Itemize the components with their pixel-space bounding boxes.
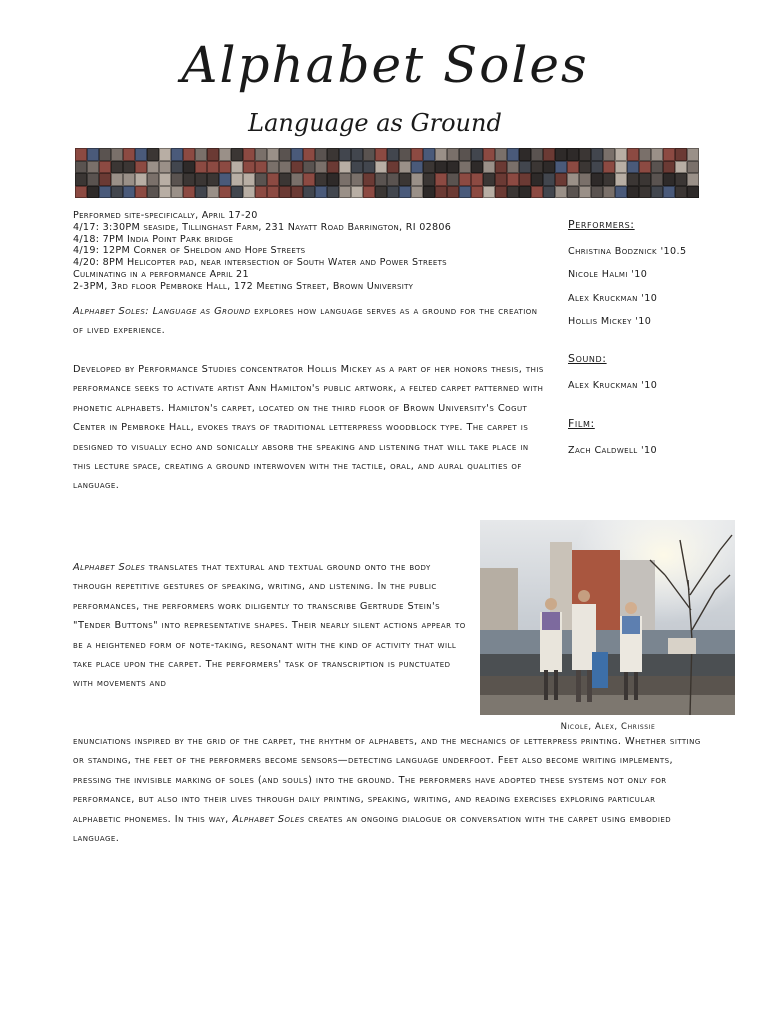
type-block <box>627 186 639 199</box>
type-block <box>651 148 663 161</box>
type-block <box>255 173 267 186</box>
type-block <box>363 161 375 174</box>
type-block <box>399 161 411 174</box>
type-block <box>663 148 675 161</box>
type-block <box>111 161 123 174</box>
type-block <box>447 186 459 199</box>
type-block <box>183 148 195 161</box>
performer-credit: Christina Bodznick '10.5 <box>568 246 687 257</box>
type-block <box>687 186 699 199</box>
type-block <box>543 161 555 174</box>
type-block <box>507 173 519 186</box>
translation-title: Alphabet Soles <box>73 562 146 573</box>
type-block <box>639 161 651 174</box>
performers-photo <box>480 520 735 715</box>
type-block <box>447 173 459 186</box>
type-block <box>399 148 411 161</box>
type-block <box>387 148 399 161</box>
type-block <box>483 173 495 186</box>
type-block <box>195 173 207 186</box>
type-block <box>123 173 135 186</box>
type-block <box>267 186 279 199</box>
type-block <box>363 173 375 186</box>
type-block <box>663 186 675 199</box>
performer-credit: Hollis Mickey '10 <box>568 316 652 327</box>
type-block <box>375 148 387 161</box>
type-block <box>111 148 123 161</box>
performer-credit: Alex Kruckman '10 <box>568 293 658 304</box>
type-block <box>291 186 303 199</box>
type-block <box>243 173 255 186</box>
type-block <box>423 186 435 199</box>
type-block <box>423 173 435 186</box>
type-block <box>471 148 483 161</box>
type-block <box>543 148 555 161</box>
performance-details <box>73 210 563 293</box>
type-block <box>567 186 579 199</box>
type-block <box>99 173 111 186</box>
performer-credit: Nicole Halmi '10 <box>568 269 648 280</box>
type-block <box>663 173 675 186</box>
type-block <box>339 173 351 186</box>
type-block <box>663 161 675 174</box>
type-block <box>471 173 483 186</box>
type-block <box>687 173 699 186</box>
detail-line: 4/18: 7PM India Point Park bridge <box>73 233 234 245</box>
intro-title: Alphabet Soles: Language as Ground <box>73 306 251 317</box>
type-block <box>75 161 87 174</box>
type-block <box>603 148 615 161</box>
type-block <box>231 173 243 186</box>
performers-heading: Performers: <box>568 218 635 231</box>
type-block <box>615 161 627 174</box>
type-block <box>675 148 687 161</box>
type-block <box>579 186 591 199</box>
type-block <box>471 186 483 199</box>
type-block <box>411 173 423 186</box>
type-block <box>219 161 231 174</box>
type-block <box>363 186 375 199</box>
type-block <box>243 148 255 161</box>
type-block <box>375 161 387 174</box>
type-block <box>99 148 111 161</box>
type-block <box>111 173 123 186</box>
type-block <box>207 161 219 174</box>
type-block <box>159 161 171 174</box>
type-block <box>135 186 147 199</box>
type-block <box>375 173 387 186</box>
type-block <box>483 148 495 161</box>
type-block <box>267 161 279 174</box>
type-block <box>75 186 87 199</box>
page-subtitle: Language as Ground <box>248 109 502 137</box>
type-block <box>111 186 123 199</box>
type-block <box>687 148 699 161</box>
type-block <box>327 161 339 174</box>
type-block <box>279 173 291 186</box>
photo-caption: Nicole, Alex, Chrissie <box>560 722 656 732</box>
type-block <box>687 161 699 174</box>
type-block <box>435 173 447 186</box>
type-block <box>135 173 147 186</box>
type-block <box>303 148 315 161</box>
type-block <box>627 173 639 186</box>
type-block <box>507 186 519 199</box>
type-block <box>639 186 651 199</box>
type-block <box>255 161 267 174</box>
type-block <box>183 161 195 174</box>
type-block <box>351 173 363 186</box>
type-block <box>459 186 471 199</box>
type-block <box>567 161 579 174</box>
type-block <box>87 148 99 161</box>
type-block <box>279 186 291 199</box>
type-block <box>579 173 591 186</box>
type-block <box>255 148 267 161</box>
type-block <box>387 173 399 186</box>
type-block <box>675 186 687 199</box>
type-block <box>315 148 327 161</box>
type-block <box>231 161 243 174</box>
type-block <box>495 186 507 199</box>
type-block <box>75 148 87 161</box>
type-block <box>591 173 603 186</box>
detail-line: 4/20: 8PM Helicopter pad, near intersection of South Water and Power Streets <box>73 257 447 269</box>
type-block <box>495 161 507 174</box>
type-block <box>291 173 303 186</box>
type-block <box>567 148 579 161</box>
type-block <box>147 173 159 186</box>
type-block <box>123 186 135 199</box>
sound-heading: Sound: <box>568 352 607 365</box>
type-block <box>207 186 219 199</box>
type-block <box>147 186 159 199</box>
type-block <box>531 148 543 161</box>
type-block <box>75 173 87 186</box>
film-heading: Film: <box>568 417 595 430</box>
type-block <box>267 173 279 186</box>
type-block <box>591 161 603 174</box>
type-block <box>195 161 207 174</box>
sound-credit: Alex Kruckman '10 <box>568 380 658 391</box>
type-block <box>135 161 147 174</box>
type-block <box>435 148 447 161</box>
type-block <box>87 186 99 199</box>
type-block <box>579 148 591 161</box>
type-block <box>459 173 471 186</box>
type-block <box>171 148 183 161</box>
type-block <box>567 173 579 186</box>
type-block <box>123 148 135 161</box>
type-block <box>483 186 495 199</box>
type-block <box>387 161 399 174</box>
type-block <box>459 148 471 161</box>
type-block <box>159 173 171 186</box>
type-block <box>495 173 507 186</box>
type-block <box>531 161 543 174</box>
type-block <box>243 186 255 199</box>
type-block <box>411 148 423 161</box>
type-block <box>243 161 255 174</box>
type-block <box>651 161 663 174</box>
type-block <box>555 148 567 161</box>
type-block <box>231 186 243 199</box>
type-block <box>267 148 279 161</box>
translation-text-b: enunciations inspired by the grid of the carpet, the rhythm of alphabets, and the mechanics of letterpress printing. Whether sitting or standing, the feet of the performers become sensors—detecting language underfoot. Feet also become writing implements, pressing the invisible marking of soles (and souls) into the ground. The performers have adopted these systems not only for performance, but also into their lives through daily printing, speaking, writing, and reading exercises exploring particular alphabetic phonemes. In this way, <box>73 736 701 825</box>
type-block <box>531 186 543 199</box>
type-block <box>627 161 639 174</box>
type-block <box>207 173 219 186</box>
type-block <box>291 148 303 161</box>
type-block <box>327 148 339 161</box>
detail-line: 4/19: 12PM Corner of Sheldon and Hope Streets <box>73 245 306 257</box>
type-block <box>291 161 303 174</box>
type-block <box>591 186 603 199</box>
type-block <box>219 148 231 161</box>
type-block <box>603 186 615 199</box>
type-block <box>579 161 591 174</box>
type-block <box>519 161 531 174</box>
type-block <box>675 161 687 174</box>
type-block <box>219 173 231 186</box>
type-block <box>519 148 531 161</box>
type-block <box>123 161 135 174</box>
type-block <box>603 173 615 186</box>
type-block <box>351 148 363 161</box>
type-block <box>195 148 207 161</box>
type-block <box>339 186 351 199</box>
type-block <box>159 148 171 161</box>
intro-text: explores how language serves as a ground for the creation of lived experience. <box>73 306 538 337</box>
type-block <box>195 186 207 199</box>
type-block <box>315 186 327 199</box>
type-block <box>615 148 627 161</box>
type-block <box>303 161 315 174</box>
type-block <box>555 173 567 186</box>
type-block <box>147 148 159 161</box>
type-block <box>639 148 651 161</box>
type-block <box>603 161 615 174</box>
type-block <box>255 186 267 199</box>
page-title: Alphabet Soles <box>181 36 589 94</box>
detail-line: 4/17: 3:30PM seaside, Tillinghast Farm, 231 Nayatt Road Barrington, RI 02806 <box>73 221 452 233</box>
type-block <box>651 173 663 186</box>
type-block <box>399 186 411 199</box>
letterpress-banner <box>75 148 699 198</box>
translation-title-mid: Alphabet Soles <box>232 813 305 825</box>
type-block <box>555 161 567 174</box>
type-block <box>327 173 339 186</box>
type-block <box>459 161 471 174</box>
type-block <box>171 173 183 186</box>
type-block <box>387 186 399 199</box>
detail-line: 2-3PM, 3rd floor Pembroke Hall, 172 Meeting Street, Brown University <box>73 280 414 292</box>
type-block <box>507 161 519 174</box>
type-block <box>423 148 435 161</box>
type-block <box>99 161 111 174</box>
type-block <box>615 173 627 186</box>
type-block <box>363 148 375 161</box>
type-block <box>279 161 291 174</box>
type-block <box>639 173 651 186</box>
translation-paragraph-a <box>73 558 473 694</box>
type-block <box>339 148 351 161</box>
type-block <box>159 186 171 199</box>
type-block <box>471 161 483 174</box>
type-block <box>87 161 99 174</box>
type-block <box>435 186 447 199</box>
type-block <box>507 148 519 161</box>
type-block <box>339 161 351 174</box>
type-block <box>315 161 327 174</box>
type-block <box>411 161 423 174</box>
translation-text-a: translates that textural and textual ground onto the body through repetitive gestures of speaking, writing, and listening. In the public performances, the performers work diligently to transcribe Gertrude Stein's "Tender Buttons" into representative shapes. Their nearly silent actions appear to be a heightened form of note-taking, resonant with the kind of activity that will take place upon the carpet. The performers' task of transcription is punctuated with movements and <box>73 562 466 690</box>
type-block <box>351 161 363 174</box>
type-block <box>555 186 567 199</box>
type-block <box>591 148 603 161</box>
intro-paragraph <box>73 302 548 341</box>
type-block <box>651 186 663 199</box>
type-block <box>279 148 291 161</box>
type-block <box>375 186 387 199</box>
detail-line: Culminating in a performance April 21 <box>73 268 249 280</box>
type-block <box>207 148 219 161</box>
type-block <box>543 186 555 199</box>
type-block <box>519 173 531 186</box>
type-block <box>519 186 531 199</box>
type-block <box>447 148 459 161</box>
film-credit: Zach Caldwell '10 <box>568 445 658 456</box>
type-block <box>447 161 459 174</box>
detail-line: Performed site-specifically, April 17-20 <box>73 210 258 221</box>
description-paragraph: Developed by Performance Studies concentrator Hollis Mickey as a part of her honors thesis, this performance seeks to activate artist Ann Hamilton's public artwork, a felted carpet patterned with phonetic alphabets. Hamilton's carpet, located on the third floor of Brown University's Cogut Center in Pembroke Hall, evokes trays of traditional letterpress woodblock type. The carpet is designed to visually echo and sonically absorb the speaking and listening that will take place in this lecture space, creating a ground interwoven with the tactile, oral, and aural qualities of language. <box>73 364 544 492</box>
type-block <box>675 173 687 186</box>
type-block <box>231 148 243 161</box>
type-block <box>627 148 639 161</box>
type-block <box>135 148 147 161</box>
type-block <box>183 186 195 199</box>
translation-text-c: creates an ongoing dialogue or conversation with the carpet using embodied language. <box>73 813 672 845</box>
type-block <box>327 186 339 199</box>
type-block <box>147 161 159 174</box>
type-block <box>171 186 183 199</box>
type-block <box>351 186 363 199</box>
type-block <box>183 173 195 186</box>
type-block <box>423 161 435 174</box>
type-block <box>171 161 183 174</box>
type-block <box>495 148 507 161</box>
type-block <box>303 186 315 199</box>
type-block <box>99 186 111 199</box>
type-block <box>435 161 447 174</box>
translation-paragraph-b <box>73 732 703 848</box>
type-block <box>615 186 627 199</box>
type-block <box>303 173 315 186</box>
type-block <box>411 186 423 199</box>
type-block <box>315 173 327 186</box>
type-block <box>543 173 555 186</box>
type-block <box>399 173 411 186</box>
type-block <box>483 161 495 174</box>
type-block <box>87 173 99 186</box>
type-block <box>531 173 543 186</box>
type-block <box>219 186 231 199</box>
